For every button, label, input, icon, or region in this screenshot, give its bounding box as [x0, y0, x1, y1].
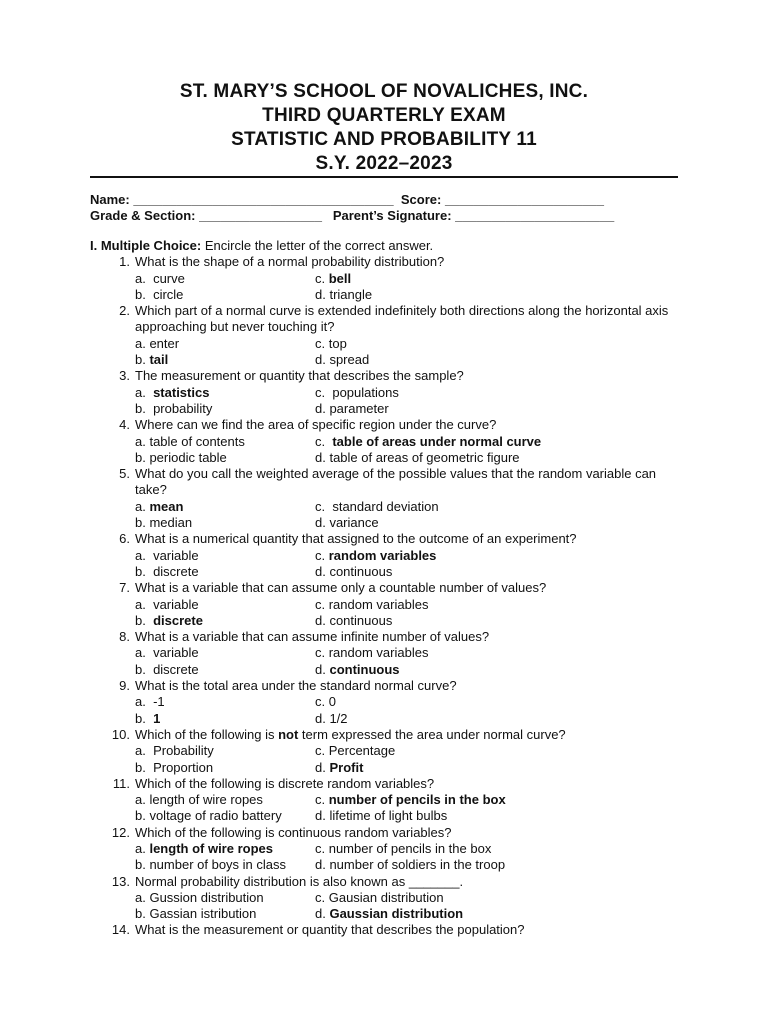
header-divider [90, 176, 678, 178]
question-text: Where can we find the area of specific region under the curve? [135, 417, 497, 433]
choice-c[interactable]: c. top [315, 335, 347, 351]
choice-d[interactable]: d. table of areas of geometric figure [315, 449, 520, 465]
question-number: 13. [111, 873, 130, 889]
choice-b[interactable]: b. discrete [135, 661, 199, 677]
question-item [90, 417, 670, 466]
question-text: Which part of a normal curve is extended indefinitely both directions along the horizontal axis approaching but never touching it? [135, 303, 669, 335]
choice-c[interactable]: c. random variables [315, 645, 429, 661]
question-item [90, 776, 670, 825]
question-item [90, 874, 670, 923]
choice-a[interactable]: a. length of wire ropes [135, 792, 263, 808]
choice-b[interactable]: b. Gassian istribution [135, 906, 257, 922]
score-label: Score: [393, 192, 442, 207]
question-text: What is a numerical quantity that assigned to the outcome of an experiment? [135, 531, 577, 547]
question-number: 10. [111, 726, 130, 742]
choice-a[interactable]: a. variable [135, 596, 199, 612]
section-title: I. Multiple Choice: [90, 238, 202, 253]
choice-b[interactable]: b. number of boys in class [135, 857, 287, 873]
choice-d[interactable]: d. number of soldiers in the troop [315, 857, 506, 873]
name-label: Name: [90, 192, 130, 207]
question-number: 2. [119, 303, 130, 319]
choice-c[interactable]: c. table of areas under normal curve [315, 433, 542, 449]
choice-b[interactable]: b. probability [135, 400, 213, 416]
choice-a[interactable]: a. table of contents [135, 433, 245, 449]
section-heading [90, 238, 670, 254]
question-list [90, 254, 670, 938]
choice-a[interactable]: a. Gussion distribution [135, 889, 264, 905]
choice-c[interactable]: c. populations [315, 384, 399, 400]
choice-d[interactable]: d. Gaussian distribution [315, 906, 464, 922]
question-text: What is the shape of a normal probability distribution? [135, 254, 445, 270]
choice-a[interactable]: a. -1 [135, 694, 165, 710]
question-text: Which of the following is not term expressed the area under normal curve? [135, 726, 566, 742]
choice-b[interactable]: b. discrete [135, 612, 203, 628]
subject-title: STATISTIC AND PROBABILITY 11 [231, 129, 537, 150]
choice-a[interactable]: a. Probability [135, 743, 214, 759]
question-item [90, 531, 670, 580]
question-number: 3. [119, 368, 130, 384]
choice-b[interactable]: b. Proportion [135, 759, 214, 775]
question-text: The measurement or quantity that describes the sample? [135, 368, 464, 384]
choice-c[interactable]: c. random variables [315, 596, 429, 612]
question-number: 8. [119, 629, 130, 645]
question-text: What is the measurement or quantity that describes the population? [135, 922, 525, 938]
choice-d[interactable]: d. continuous [315, 563, 393, 579]
question-item [90, 727, 670, 776]
question-text: Which of the following is continuous random variables? [135, 824, 452, 840]
choice-c[interactable]: c. Percentage [315, 743, 396, 759]
school-name: ST. MARY’S SCHOOL OF NOVALICHES, INC. [179, 81, 589, 102]
choice-b[interactable]: b. tail [135, 352, 169, 368]
exam-title: THIRD QUARTERLY EXAM [262, 105, 506, 126]
question-number: 5. [119, 466, 130, 482]
choice-d[interactable]: d. Profit [315, 759, 364, 775]
choice-d[interactable]: d. 1/2 [315, 710, 348, 726]
question-item [90, 922, 670, 938]
choice-d[interactable]: d. spread [315, 352, 370, 368]
choice-b[interactable]: b. voltage of radio battery [135, 808, 282, 824]
question-number: 11. [112, 775, 130, 791]
choice-b[interactable]: b. discrete [135, 563, 199, 579]
question-item [90, 466, 670, 531]
school-year: S.Y. 2022–2023 [315, 153, 453, 174]
choice-a[interactable]: a. mean [135, 498, 184, 514]
choice-a[interactable]: a. statistics [135, 384, 210, 400]
exam-header [0, 80, 768, 176]
choice-d[interactable]: d. parameter [315, 400, 389, 416]
question-item [90, 678, 670, 727]
question-text: Normal probability distribution is also known as _______. [135, 873, 464, 889]
question-text: What is the total area under the standard normal curve? [135, 678, 457, 694]
question-text: What is a variable that can assume infinite number of values? [135, 629, 490, 645]
question-number: 12. [111, 824, 130, 840]
score-field: ______________________ [441, 192, 605, 207]
choice-d[interactable]: d. continuous [315, 612, 393, 628]
name-score-line [90, 192, 690, 207]
question-number: 4. [119, 417, 130, 433]
question-item [90, 303, 670, 368]
grade-section-field: _________________ [195, 208, 322, 223]
grade-section-label: Grade & Section: [90, 208, 196, 223]
question-text: Which of the following is discrete random variables? [135, 775, 435, 791]
exam-body [90, 238, 670, 939]
choice-d[interactable]: d. triangle [315, 286, 373, 302]
choice-b[interactable]: b. median [135, 515, 193, 531]
question-item [90, 580, 670, 629]
question-item [90, 368, 670, 417]
choice-a[interactable]: a. curve [135, 270, 185, 286]
question-item [90, 629, 670, 678]
choice-c[interactable]: c. number of pencils in the box [315, 840, 492, 856]
question-number: 7. [119, 580, 130, 596]
choice-a[interactable]: a. enter [135, 335, 180, 351]
choice-c[interactable]: c. random variables [315, 547, 437, 563]
choice-a[interactable]: a. length of wire ropes [135, 840, 273, 856]
choice-c[interactable]: c. 0 [315, 694, 336, 710]
choice-c[interactable]: c. number of pencils in the box [315, 792, 506, 808]
question-text: What is a variable that can assume only a countable number of values? [135, 580, 547, 596]
parent-signature-label: Parent’s Signature: [322, 208, 452, 223]
section-instruction: Encircle the letter of the correct answer. [201, 238, 434, 253]
question-item [90, 254, 670, 303]
name-field: ____________________________________ [129, 192, 394, 207]
question-text: What do you call the weighted average of the possible values that the random variable can take? [135, 466, 657, 498]
choice-b[interactable]: b. periodic table [135, 449, 227, 465]
choice-b[interactable]: b. circle [135, 286, 184, 302]
choice-c[interactable]: c. Gausian distribution [315, 889, 444, 905]
choice-d[interactable]: d. lifetime of light bulbs [315, 808, 448, 824]
question-number: 1. [119, 254, 130, 270]
choice-c[interactable]: c. bell [315, 270, 352, 286]
question-number: 9. [119, 678, 130, 694]
choice-d[interactable]: d. continuous [315, 661, 400, 677]
choice-a[interactable]: a. variable [135, 645, 199, 661]
question-number: 14. [111, 922, 130, 938]
grade-signature-line [90, 208, 690, 223]
choice-d[interactable]: d. variance [315, 515, 379, 531]
choice-a[interactable]: a. variable [135, 547, 199, 563]
choice-c[interactable]: c. standard deviation [315, 498, 439, 514]
choice-b[interactable]: b. 1 [135, 710, 161, 726]
parent-signature-field: ______________________ [451, 208, 615, 223]
question-number: 6. [119, 531, 130, 547]
question-item [90, 825, 670, 874]
